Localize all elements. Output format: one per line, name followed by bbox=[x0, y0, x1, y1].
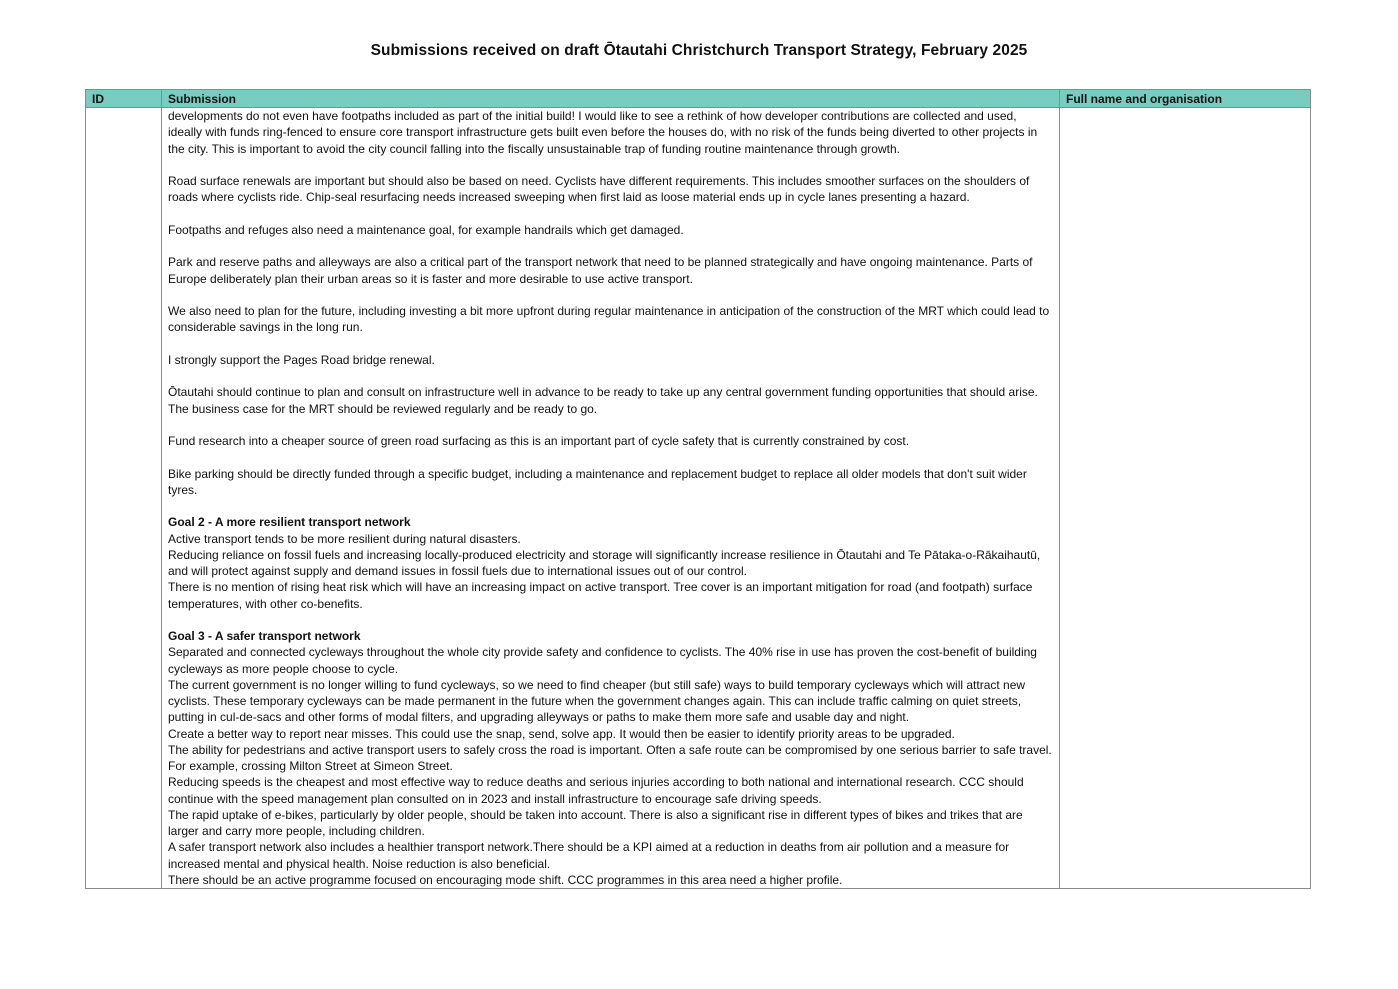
goal-3-line: A safer transport network also includes a healthier transport network.There should be a KPI aimed at a reduction in deaths from air pollution and a measure for increased mental and physical health. Noise reduction is also beneficial. bbox=[168, 840, 1010, 871]
header-submission: Submission bbox=[162, 90, 1060, 108]
goal-2-line: Active transport tends to be more resilient during natural disasters. bbox=[168, 531, 521, 546]
submission-paragraph: Road surface renewals are important but should also be based on need. Cyclists have different requirements. This includes smoother surfaces on the shoulders of roads where cyclists ride. Chip-seal resurfacing needs increased sweeping when first laid as loose material ends up in cycle lanes presenting a hazard. bbox=[168, 174, 1030, 205]
goal-3-line: There should be an active programme focused on encouraging mode shift. CCC programmes in this area need a higher profile. bbox=[168, 872, 843, 887]
goal-2-line: There is no mention of rising heat risk which will have an increasing impact on active transport. Tree cover is an important mitigation for road (and footpath) surface temperatures, with other co-benefits. bbox=[168, 580, 1033, 611]
cell-submission bbox=[162, 108, 1060, 889]
goal-2-heading: Goal 2 - A more resilient transport network bbox=[168, 515, 411, 530]
cell-id bbox=[86, 108, 162, 889]
submission-paragraph: Park and reserve paths and alleyways are also a critical part of the transport network that need to be planned strategically and have ongoing maintenance. Parts of Europe deliberately plan their urban areas so it is faster and more desirable to use active transport. bbox=[168, 255, 1033, 286]
submission-paragraph: Ōtautahi should continue to plan and consult on infrastructure well in advance to be ready to take up any central government funding opportunities that should arise. The business case for the MRT should be reviewed regularly and be ready to go. bbox=[168, 385, 1038, 416]
table-row bbox=[86, 108, 1311, 889]
submission-paragraph: I strongly support the Pages Road bridge renewal. bbox=[168, 352, 435, 367]
table-header-row bbox=[86, 90, 1311, 108]
goal-3-line: The ability for pedestrians and active transport users to safely cross the road is important. Often a safe route can be compromised by one serious barrier to safe travel. For example, crossing Milton Street at Simeon Street. bbox=[168, 742, 1052, 773]
goal-3-line: Reducing speeds is the cheapest and most effective way to reduce deaths and serious injuries according to both national and international research. CCC should continue with the speed management plan consulted on in 2023 and install infrastructure to encourage safe driving speeds. bbox=[168, 775, 1024, 806]
submissions-table bbox=[85, 89, 1311, 889]
goal-3-heading: Goal 3 - A safer transport network bbox=[168, 629, 361, 643]
cell-full-name-organisation bbox=[1060, 108, 1311, 889]
header-id: ID bbox=[86, 90, 162, 108]
header-full-name-organisation: Full name and organisation bbox=[1060, 90, 1311, 108]
submission-paragraph: Fund research into a cheaper source of green road surfacing as this is an important part of cycle safety that is currently constrained by cost. bbox=[168, 434, 910, 448]
document-title: Submissions received on draft Ōtautahi Christchurch Transport Strategy, February 2025 bbox=[370, 42, 1028, 59]
goal-3-line: The current government is no longer willing to fund cycleways, so we need to find cheaper (but still safe) ways to build temporary cycleways which will attract new cyclists. These temporary cycleways can be made permanent in the future when the government changes again. This can include traffic calming on quiet streets, putting in cul-de-sacs and other forms of modal filters, and upgrading alleyways or paths to make them more safe and usable day and night. bbox=[168, 677, 1026, 725]
goal-2-line: Reducing reliance on fossil fuels and increasing locally-produced electricity and storage will significantly increase resilience in Ōtautahi and Te Pātaka-o-Rākaihautū, and will protect against supply and demand issues in fossil fuels due to international issues out of our control. bbox=[168, 547, 1041, 578]
submission-paragraph: developments do not even have footpaths included as part of the initial build! I would like to see a rethink of how developer contributions are collected and used, ideally with funds ring-fenced to ensure core transport infrastructure gets built even before the houses do, with no risk of the funds being diverted to other projects in the city. This is important to avoid the city council falling into the fiscally unsustainable trap of funding routine maintenance through growth. bbox=[168, 109, 1038, 156]
submission-paragraph: Footpaths and refuges also need a maintenance goal, for example handrails which get damaged. bbox=[168, 222, 684, 237]
goal-3-line: Create a better way to report near misses. This could use the snap, send, solve app. It would then be easier to identify priority areas to be upgraded. bbox=[168, 726, 955, 741]
submission-paragraph: We also need to plan for the future, including investing a bit more upfront during regular maintenance in anticipation of the construction of the MRT which could lead to considerable savings in the long run. bbox=[168, 304, 1050, 335]
submission-paragraph: Bike parking should be directly funded through a specific budget, including a maintenance and replacement budget to replace all older models that don't suit wider tyres. bbox=[168, 466, 1027, 497]
goal-3-line: The rapid uptake of e-bikes, particularly by older people, should be taken into account. There is also a significant rise in different types of bikes and trikes that are larger and carry more people, including children. bbox=[168, 807, 1023, 838]
goal-3-line: Separated and connected cycleways throughout the whole city provide safety and confidence to cyclists. The 40% rise in use has proven the cost-benefit of building cycleways as more people choose to cycle. bbox=[168, 645, 1037, 676]
